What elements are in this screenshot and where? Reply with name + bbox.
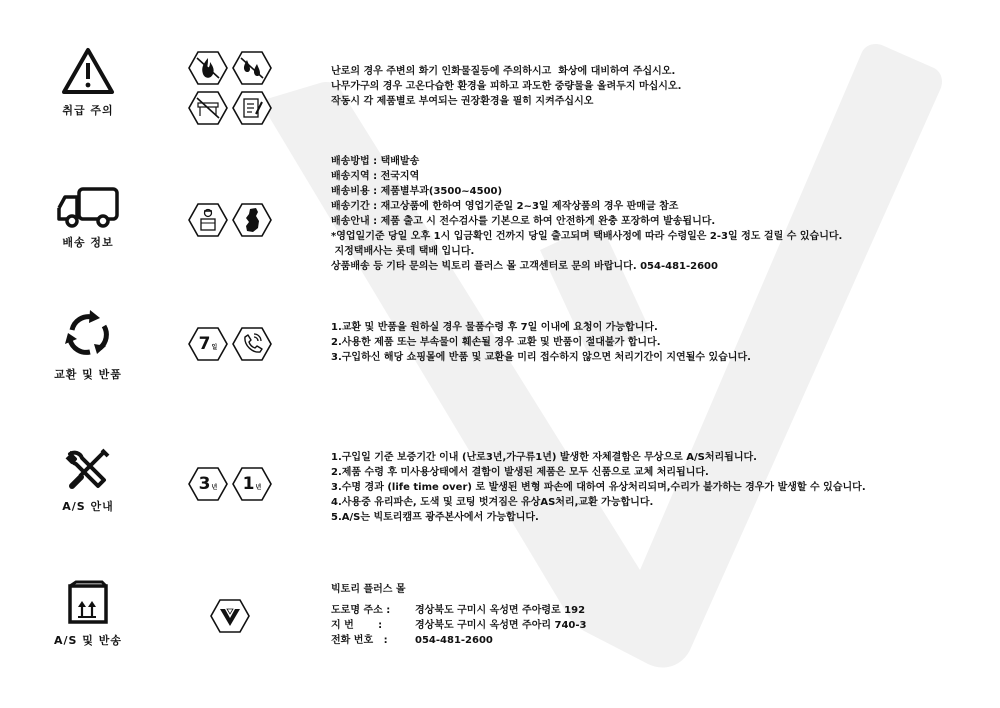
as-line: 2.제품 수령 후 미사용상태에서 결함이 발생된 제품은 모두 신품으로 교체 처리됩니다.	[331, 467, 709, 478]
handling-text	[331, 64, 681, 109]
address-value: 경상북도 구미시 옥성면 주아리 740-3	[415, 620, 587, 631]
seven-days-unit: 일	[211, 343, 218, 351]
shipping-label: 배송 정보	[62, 236, 114, 249]
address-row	[331, 633, 587, 648]
no-heavy-load-icon	[188, 90, 228, 126]
no-humidity-icon	[232, 50, 272, 86]
exchange-line: 2.사용한 제품 또는 부속물이 훼손될 경우 교환 및 반품이 절대불가 합니다.	[331, 337, 661, 348]
delivery-worker-icon	[188, 202, 228, 238]
exchange-text	[331, 320, 751, 365]
address-label: 도로명 주소 :	[331, 605, 391, 616]
victory-logo-icon	[210, 598, 250, 634]
shipping-line: 배송안내 : 제품 출고 시 전수검사를 기본으로 하여 안전하게 완충 포장하여 발송됩니다.	[331, 216, 716, 227]
korea-map-icon	[232, 202, 272, 238]
as-line: 1.구입일 기준 보증기간 이내 (난로3년,가구류1년) 발생한 자체결함은 무상으로 A/S처리됩니다.	[331, 452, 757, 463]
handling-line: 작동시 각 제품별로 부여되는 권장환경을 필히 지켜주십시오	[331, 96, 594, 107]
store-name: 빅토리 플러스 몰	[331, 584, 406, 595]
warning-triangle-icon	[61, 46, 115, 96]
one-year-badge	[232, 466, 272, 502]
as-line: 4.사용중 유리파손, 도색 및 코팅 벗겨짐은 유상AS처리,교환 가능합니다.	[331, 497, 654, 508]
shipping-line: 상품배송 등 기타 문의는 빅토리 플러스 몰 고객센터로 문의 바랍니다. 054-481-2600	[331, 261, 718, 272]
shipping-text	[331, 154, 842, 274]
no-fire-icon	[188, 50, 228, 86]
shipping-line: 배송방법 : 택배발송	[331, 156, 420, 167]
exchange-label: 교환 및 반품	[54, 368, 122, 381]
return-label: A/S 및 반송	[54, 634, 122, 647]
three-year-number: 3	[198, 473, 211, 494]
package-box-icon	[66, 580, 110, 626]
recycle-arrows-icon	[62, 308, 114, 360]
address-row	[331, 603, 587, 618]
phone-call-icon	[232, 326, 272, 362]
address-label: 전화 번호 :	[331, 635, 388, 646]
shipping-line: 배송비용 : 제품별부과(3500~4500)	[331, 186, 503, 197]
return-text	[331, 582, 587, 648]
one-year-number: 1	[242, 473, 255, 494]
seven-days-number: 7	[198, 333, 211, 354]
three-year-unit: 년	[211, 483, 218, 491]
as-line: 5.A/S는 빅토리캠프 광주본사에서 가능합니다.	[331, 512, 539, 523]
shipping-line: 지정택배사는 롯데 택배 입니다.	[331, 246, 475, 257]
as-text	[331, 450, 866, 525]
exchange-line: 1.교환 및 반품을 원하실 경우 물품수령 후 7일 이내에 요청이 가능합니다.	[331, 322, 658, 333]
one-year-unit: 년	[255, 483, 262, 491]
as-label: A/S 안내	[62, 500, 114, 513]
seven-days-badge	[188, 326, 228, 362]
as-line: 3.수명 경과 (life time over) 로 발생된 변형 파손에 대하여 유상처리되며,수리가 불가하는 경우가 발생할 수 있습니다.	[331, 482, 866, 493]
address-row	[331, 618, 587, 633]
address-label: 지 번 :	[331, 620, 383, 631]
handling-label: 취급 주의	[62, 104, 114, 117]
shipping-line: 배송지역 : 전국지역	[331, 171, 420, 182]
handling-line: 나무가구의 경우 고온다습한 환경을 피하고 과도한 중량물을 올려두지 마십시오.	[331, 81, 682, 92]
three-year-badge	[188, 466, 228, 502]
wrench-screwdriver-icon	[64, 446, 112, 492]
shipping-line: 배송기간 : 재고상품에 한하여 영업기준일 2~3일 제작상품의 경우 판매글 참조	[331, 201, 679, 212]
address-value: 054-481-2600	[415, 635, 493, 646]
shipping-line: *영업일기준 당일 오후 1시 입금확인 건까지 당일 출고되며 택배사정에 따라 수령일은 2-3일 정도 걸릴 수 있습니다.	[331, 231, 843, 242]
handling-line: 난로의 경우 주변의 화기 인화물질등에 주의하시고 화상에 대비하여 주십시오.	[331, 66, 676, 77]
checklist-icon	[232, 90, 272, 126]
delivery-truck-icon	[55, 186, 121, 228]
address-value: 경상북도 구미시 옥성면 주아령로 192	[415, 605, 586, 616]
exchange-line: 3.구입하신 해당 쇼핑몰에 반품 및 교환을 미리 접수하지 않으면 처리기간이 지연될수 있습니다.	[331, 352, 751, 363]
